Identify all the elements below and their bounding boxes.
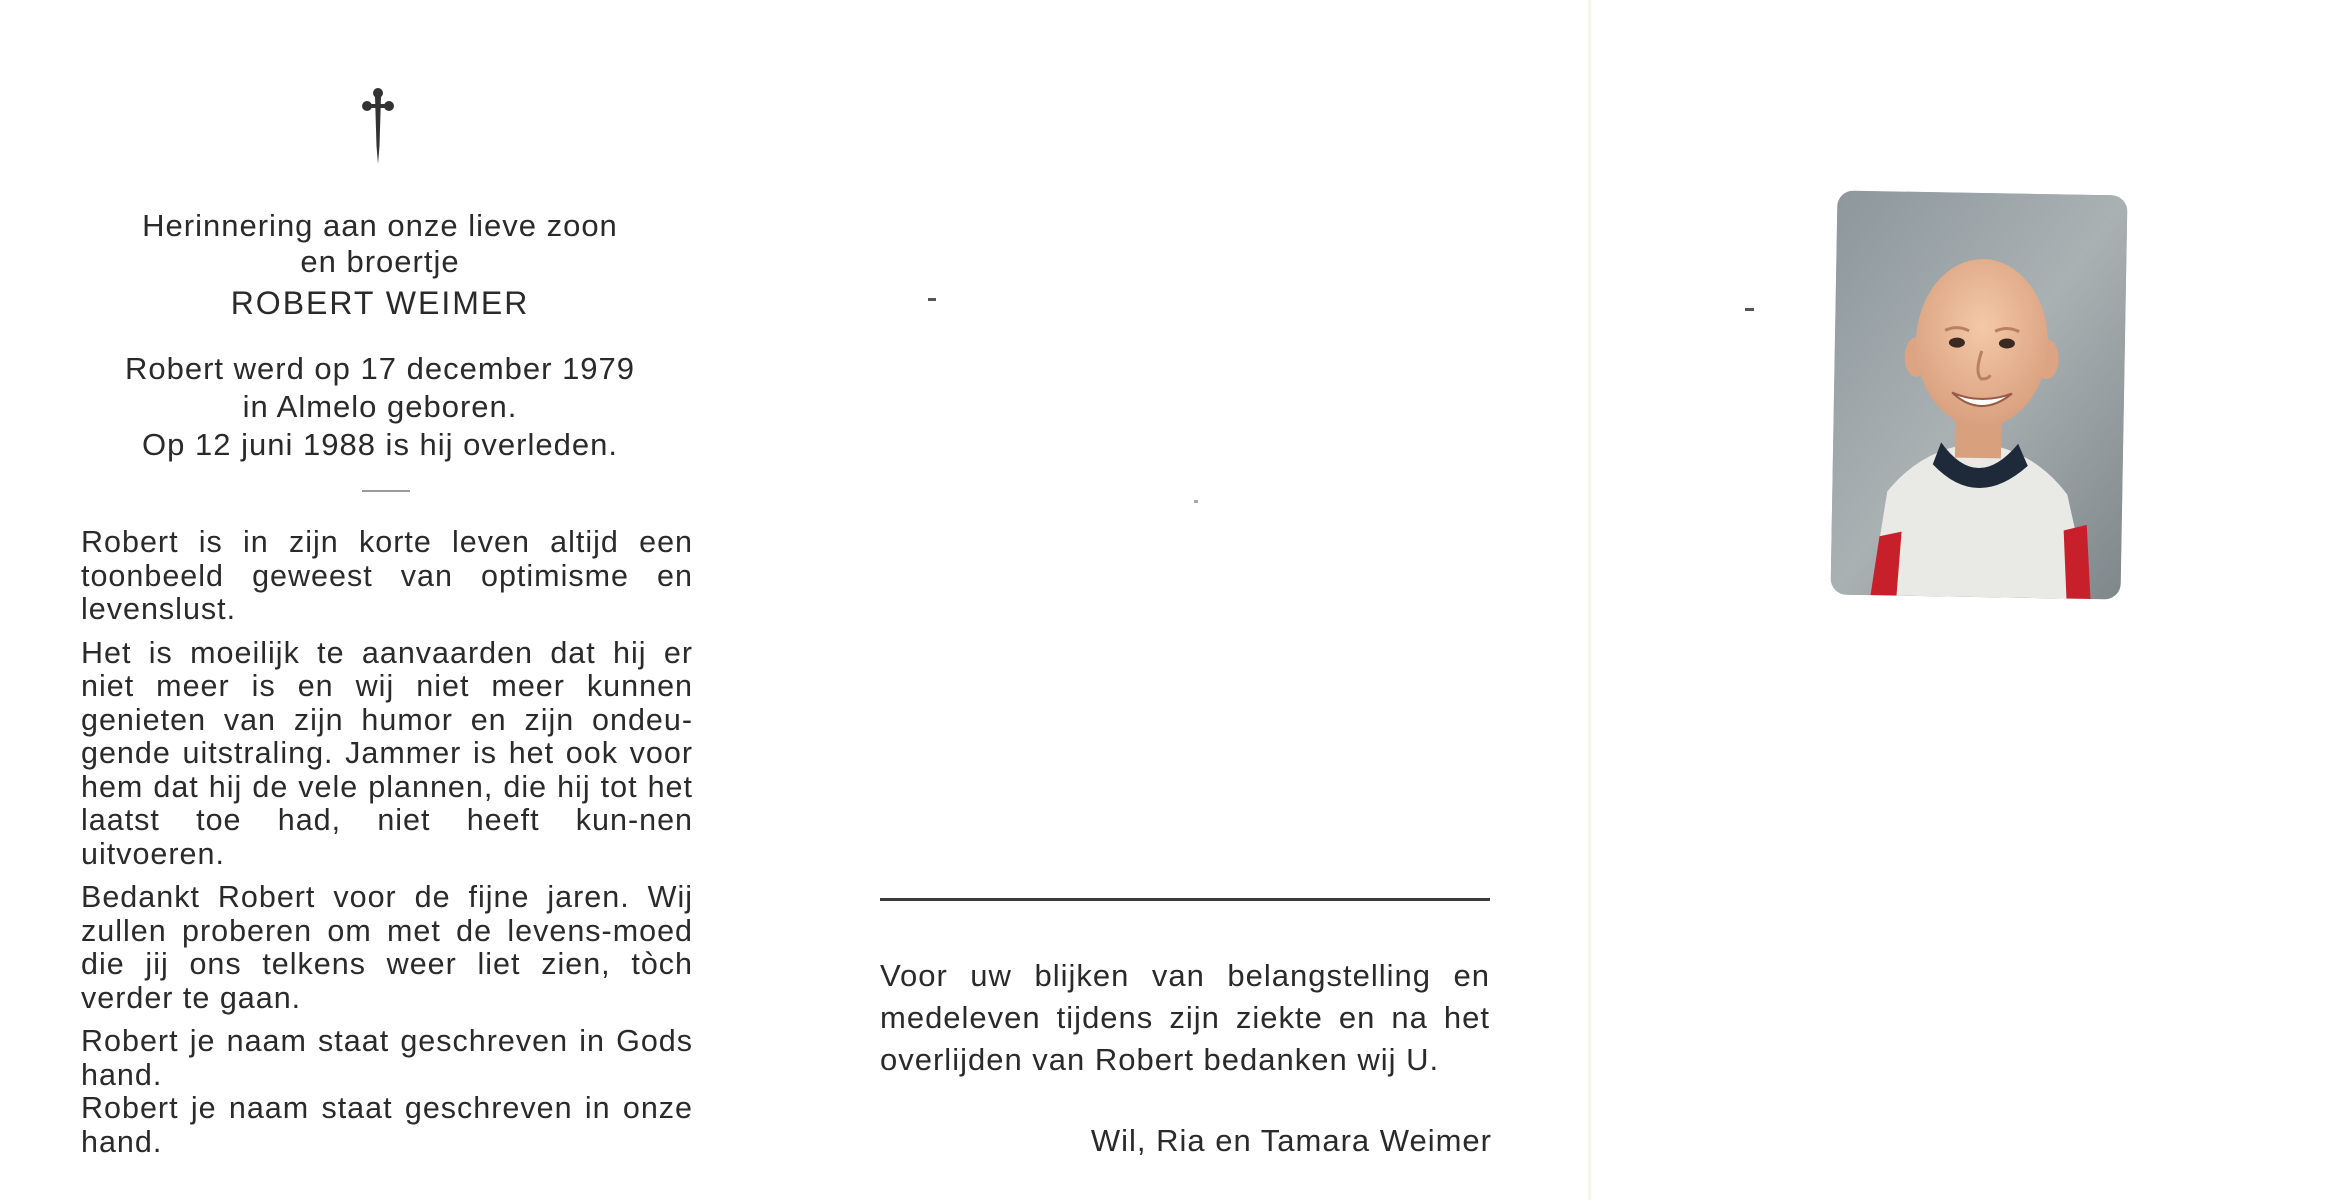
scan-mark (1194, 500, 1198, 503)
birth-line-2: in Almelo geboren. (242, 389, 518, 424)
fold-line (1588, 0, 1591, 1200)
paragraph-1: Robert is in zijn korte leven altijd een toonbeeld geweest van optimisme en levenslust. (81, 525, 693, 626)
birth-line-1: Robert werd op 17 december 1979 (124, 351, 636, 386)
heading-line-1: Herinnering aan onze lieve zoon (142, 208, 618, 243)
life-dates (40, 350, 720, 464)
portrait-photo (1830, 191, 2127, 600)
family-signature: Wil, Ria en Tamara Weimer (1090, 1123, 1492, 1158)
scan-mark (928, 298, 936, 301)
thanks-text: Voor uw blijken van belangstelling en medeleven tijdens zijn ziekte en na het overlijden van Robert bedanken wij U. (880, 958, 1490, 1077)
paragraph-3: Bedankt Robert voor de fijne jaren. Wij zullen proberen om met de levens-moed die jij ons telkens weer liet zien, tòch verder te gaan. (81, 880, 693, 1015)
cross-icon (362, 86, 394, 166)
memorial-text (81, 526, 693, 1159)
portrait-image (1830, 191, 2127, 600)
death-line: Op 12 juni 1988 is hij overleden. (142, 427, 618, 462)
paragraph-4-line-1: Robert je naam staat geschreven in Gods hand. (81, 1024, 693, 1092)
deceased-name: ROBERT WEIMER (230, 285, 530, 321)
separator-rule (362, 490, 410, 492)
paragraph-4-line-2: Robert je naam staat geschreven in onze hand. (81, 1091, 693, 1159)
thanks-rule (880, 898, 1490, 901)
scan-mark (1745, 308, 1754, 311)
paragraph-2: Het is moeilijk te aanvaarden dat hij er niet meer is en wij niet meer kunnen genieten van zijn humor en zijn ondeu-gende uitstraling. Jammer is het ook voor hem dat hij de vele plannen, die hij tot het laatst toe had, niet heeft kun-nen uitvoeren. (81, 635, 693, 871)
heading (40, 208, 720, 280)
heading-line-2: en broertje (300, 244, 460, 279)
